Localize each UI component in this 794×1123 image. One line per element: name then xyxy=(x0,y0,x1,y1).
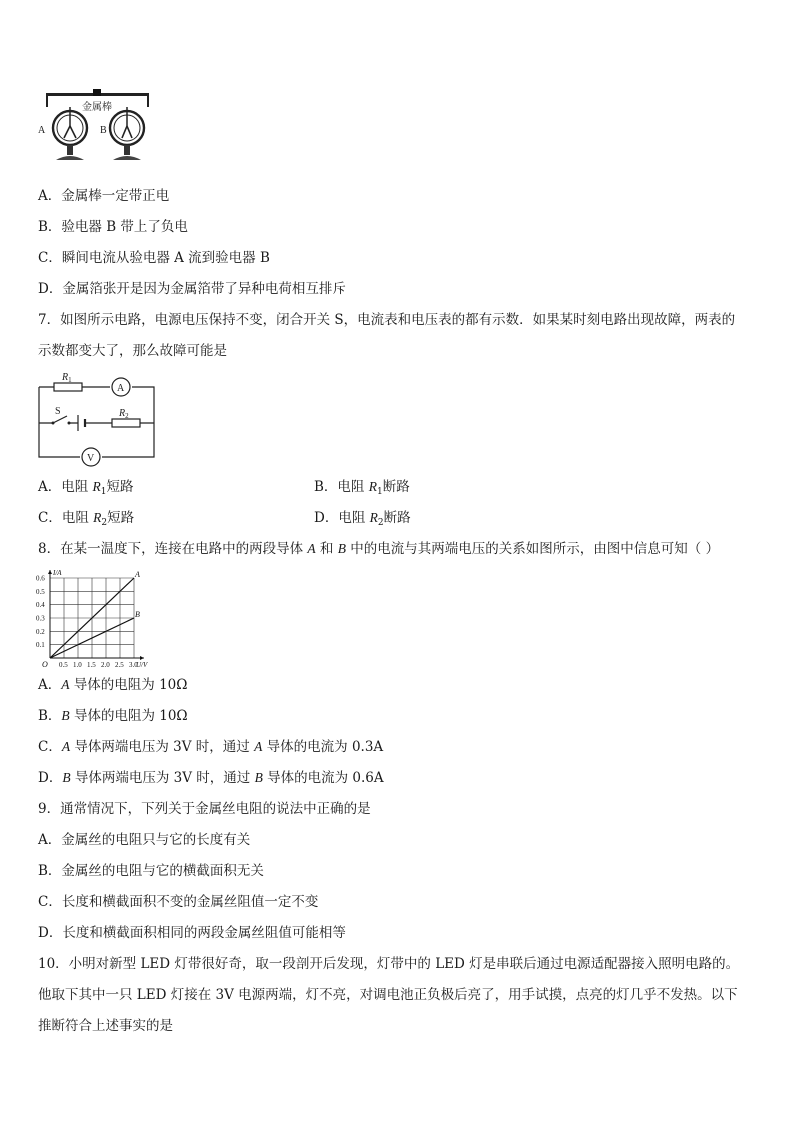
q6-option-d: D．金属箔张开是因为金属箔带了异种电荷相互排斥 xyxy=(38,281,346,297)
switch-label: S xyxy=(55,406,61,417)
q8-option-a: A．A 导体的电阻为 10Ω xyxy=(38,677,188,693)
label-b: B xyxy=(100,125,107,136)
q7-option-b: B．电阻 $R_1$断路 xyxy=(314,479,410,497)
q10-stem-line1: 10．小明对新型 LED 灯带很好奇，取一段剖开后发现，灯带中的 LED 灯是串联后通过电源适配器接入照明电路的。 xyxy=(38,956,740,972)
q8-option-c: C．A 导体两端电压为 3V 时，通过 A 导体的电流为 0.3A xyxy=(38,739,384,755)
x-tick-label: 2.0 xyxy=(101,661,110,669)
q7-option-a: A．电阻 $R_1$短路 xyxy=(38,479,134,497)
electroscope-figure xyxy=(36,88,158,170)
rod-label: 金属棒 xyxy=(82,102,112,113)
q7-stem-line1: 7．如图所示电路，电源电压保持不变，闭合开关 S，电流表和电压表的都有示数．如果某时刻电路出现故障，两表的 xyxy=(38,312,736,328)
circuit-diagram xyxy=(34,370,160,470)
x-tick-label: 2.5 xyxy=(115,661,124,669)
series-label-a: A xyxy=(135,570,140,579)
q8-option-b: B．B 导体的电阻为 10Ω xyxy=(38,708,188,724)
y-tick-label: 0.2 xyxy=(36,627,45,636)
q6-option-b: B．验电器 B 带上了负电 xyxy=(38,219,188,235)
q9-option-a: A．金属丝的电阻只与它的长度有关 xyxy=(38,832,251,848)
series-label-b: B xyxy=(135,610,140,619)
y-axis-label: I/A xyxy=(53,569,62,577)
voltmeter-label: V xyxy=(87,453,95,464)
q8-stem: 8．在某一温度下，连接在电路中的两段导体 A 和 B 中的电流与其两端电压的关系如图所示，由图中信息可知（ ） xyxy=(38,541,720,557)
x-axis-arrow xyxy=(140,656,144,660)
r2-label: $R_2$ xyxy=(119,408,129,420)
x-tick-label: 1.5 xyxy=(87,661,96,669)
y-tick-label: 0.1 xyxy=(36,641,45,650)
q9-option-c: C．长度和横截面积不变的金属丝阻值一定不变 xyxy=(38,894,319,910)
q6-option-a: A．金属棒一定带正电 xyxy=(38,188,170,204)
x-axis-label: U/V xyxy=(136,661,148,669)
q9-stem: 9．通常情况下，下列关于金属丝电阻的说法中正确的是 xyxy=(38,801,371,817)
q8-option-d: D．B 导体两端电压为 3V 时，通过 B 导体的电流为 0.6A xyxy=(38,770,384,786)
y-tick-label: 0.3 xyxy=(36,614,45,623)
y-tick-label: 0.4 xyxy=(36,601,45,610)
iu-chart xyxy=(34,564,154,670)
origin-label: O xyxy=(42,660,48,669)
x-tick-label: 3.0 xyxy=(129,661,138,669)
switch-s xyxy=(53,416,67,423)
y-tick-label: 0.5 xyxy=(36,587,45,596)
resistor-r2 xyxy=(112,419,140,427)
resistor-r1 xyxy=(54,383,82,391)
q6-option-c: C．瞬间电流从验电器 A 流到验电器 B xyxy=(38,250,270,266)
x-tick-label: 0.5 xyxy=(59,661,68,669)
q7-option-d: D．电阻 $R_2$断路 xyxy=(314,510,411,528)
x-tick-label: 1.0 xyxy=(73,661,82,669)
q9-option-b: B．金属丝的电阻与它的横截面积无关 xyxy=(38,863,264,879)
ammeter-label: A xyxy=(117,383,125,394)
label-a: A xyxy=(38,125,46,136)
q10-stem-line2: 他取下其中一只 LED 灯接在 3V 电源两端，灯不亮，对调电池正负极后亮了，用手试摸，点亮的灯几乎不发热。以下 xyxy=(38,987,738,1003)
q9-option-d: D．长度和横截面积相同的两段金属丝阻值可能相等 xyxy=(38,925,346,941)
q7-stem-line2: 示数都变大了，那么故障可能是 xyxy=(38,343,227,359)
q10-stem-line3: 推断符合上述事实的是 xyxy=(38,1018,173,1034)
r1-label: $R_1$ xyxy=(62,372,72,384)
q7-option-c: C．电阻 $R_2$短路 xyxy=(38,510,135,528)
y-axis-arrow xyxy=(48,570,52,574)
y-tick-label: 0.6 xyxy=(36,574,45,583)
